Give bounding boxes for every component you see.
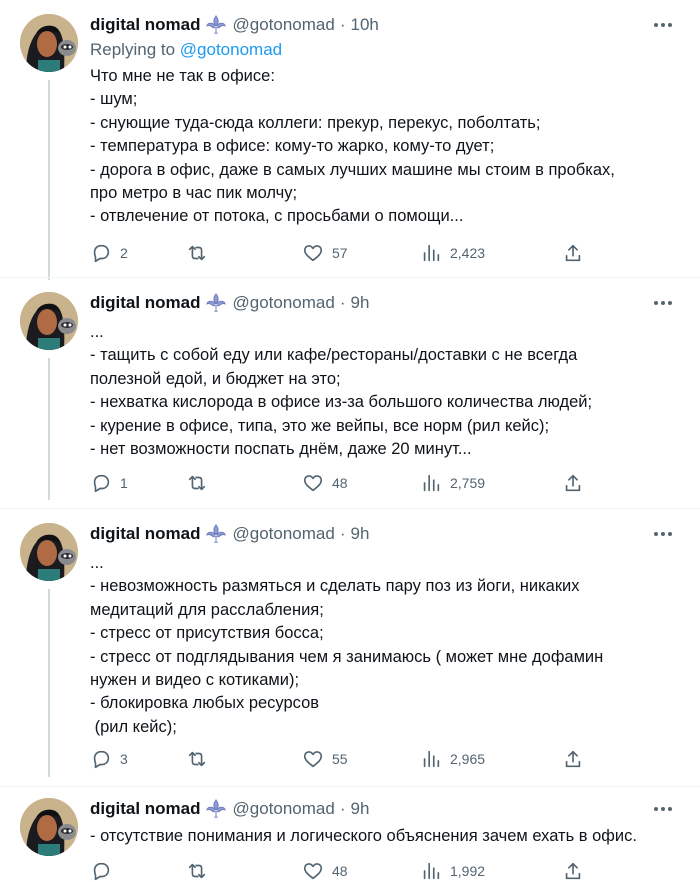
fleur-de-lis-icon	[205, 15, 227, 35]
replying-to-label: Replying to	[90, 40, 176, 59]
avatar[interactable]	[20, 798, 78, 856]
retweet-button[interactable]	[186, 242, 216, 264]
text-line: - дорога в офис, даже в самых лучших машине мы стоим в пробках,	[90, 160, 615, 179]
tweet-header	[90, 14, 379, 36]
reply-button[interactable]	[90, 860, 120, 882]
fleur-de-lis-icon	[205, 799, 227, 819]
text-line: - курение в офисе, типа, это же вейпы, все норм (рил кейс);	[90, 416, 550, 435]
retweet-icon	[186, 242, 208, 264]
views-button[interactable]	[420, 748, 485, 770]
text-line: Что мне не так в офисе:	[90, 67, 275, 85]
dot-separator: ·	[339, 15, 346, 34]
view-count: 2,965	[450, 751, 486, 767]
avatar-image	[20, 292, 78, 350]
divider	[0, 277, 700, 278]
author-name[interactable]: digital nomad	[90, 15, 201, 34]
text-line: ...	[90, 554, 104, 572]
more-icon[interactable]	[648, 292, 678, 314]
thread-connector	[48, 358, 50, 500]
like-count: 55	[332, 751, 348, 767]
replying-to	[90, 39, 282, 61]
retweet-icon	[186, 860, 208, 882]
text-line: (рил кейс);	[90, 717, 177, 736]
tweet-header	[90, 523, 369, 545]
divider	[0, 508, 700, 509]
view-count: 2,759	[450, 475, 486, 491]
retweet-button[interactable]	[186, 860, 216, 882]
text-line: - шум;	[90, 90, 138, 109]
views-button[interactable]	[420, 472, 485, 494]
retweet-button[interactable]	[186, 748, 216, 770]
more-icon[interactable]	[648, 523, 678, 545]
retweet-icon	[186, 472, 208, 494]
like-button[interactable]	[302, 472, 348, 494]
text-line: медитаций для расслабления;	[90, 600, 324, 619]
text-line: - нехватка кислорода в офисе из-за большого количества людей;	[90, 393, 593, 412]
author-handle[interactable]: @gotonomad	[232, 524, 335, 543]
tweet-text	[90, 65, 678, 229]
avatar-image	[20, 14, 78, 72]
divider	[0, 786, 700, 787]
share-icon	[562, 860, 584, 882]
timestamp[interactable]: 9h	[350, 524, 370, 543]
heart-icon	[302, 472, 324, 494]
avatar[interactable]	[20, 14, 78, 72]
text-line: про метро в час пик молчу;	[90, 183, 298, 202]
heart-icon	[302, 860, 324, 882]
share-button[interactable]	[562, 860, 584, 882]
action-bar	[90, 860, 680, 882]
views-icon	[420, 472, 442, 494]
views-icon	[420, 242, 442, 264]
share-button[interactable]	[562, 472, 584, 494]
text-line: - невозможность размяться и сделать пару поз из йоги, никаких	[90, 577, 580, 596]
heart-icon	[302, 242, 324, 264]
avatar[interactable]	[20, 523, 78, 581]
avatar-image	[20, 798, 78, 856]
reply-icon	[90, 748, 112, 770]
fleur-de-lis-icon	[205, 293, 227, 313]
views-icon	[420, 748, 442, 770]
action-bar	[90, 748, 680, 770]
action-bar	[90, 242, 680, 264]
thread-connector	[48, 589, 50, 777]
text-line: полезной едой, и бюджет на это;	[90, 369, 341, 388]
share-button[interactable]	[562, 242, 584, 264]
share-icon	[562, 472, 584, 494]
dot-separator: ·	[339, 293, 346, 312]
text-line: - отсутствие понимания и логического объяснения зачем ехать в офис.	[90, 827, 637, 845]
dot-separator: ·	[339, 524, 346, 543]
view-count: 2,423	[450, 245, 486, 261]
text-line: нужен и видео с котиками);	[90, 670, 300, 689]
thread-connector	[48, 80, 50, 280]
reply-icon	[90, 242, 112, 264]
avatar-image	[20, 523, 78, 581]
share-icon	[562, 748, 584, 770]
heart-icon	[302, 748, 324, 770]
reply-count: 1	[120, 475, 128, 491]
author-name[interactable]: digital nomad	[90, 524, 201, 543]
share-button[interactable]	[562, 748, 584, 770]
tweet-header	[90, 292, 369, 314]
tweet-text	[90, 321, 678, 461]
reply-count: 2	[120, 245, 128, 261]
reply-count: 3	[120, 751, 128, 767]
reply-icon	[90, 860, 112, 882]
text-line: - температура в офисе: кому-то жарко, кому-то дует;	[90, 137, 495, 156]
timestamp[interactable]: 9h	[350, 293, 370, 312]
views-button[interactable]	[420, 242, 485, 264]
reply-icon	[90, 472, 112, 494]
text-line: - стресс от подглядывания чем я занимаюсь ( может мне дофамин	[90, 647, 604, 666]
author-name[interactable]: digital nomad	[90, 799, 201, 818]
like-button[interactable]	[302, 860, 348, 882]
views-icon	[420, 860, 442, 882]
more-icon[interactable]	[648, 798, 678, 820]
action-bar	[90, 472, 680, 494]
retweet-button[interactable]	[186, 472, 216, 494]
avatar[interactable]	[20, 292, 78, 350]
author-handle[interactable]: @gotonomad	[232, 799, 335, 818]
tweet-text	[90, 552, 678, 739]
dot-separator: ·	[339, 799, 346, 818]
like-count: 48	[332, 475, 348, 491]
like-count: 48	[332, 863, 348, 879]
timestamp[interactable]: 10h	[350, 15, 379, 34]
author-handle[interactable]: @gotonomad	[232, 15, 335, 34]
like-count: 57	[332, 245, 348, 261]
text-line: - стресс от присутствия босса;	[90, 624, 324, 643]
mention-link[interactable]: @gotonomad	[179, 40, 283, 59]
tweet-header	[90, 798, 369, 820]
reply-button[interactable]	[90, 748, 128, 770]
text-line: - снующие туда-сюда коллеги: прекур, перекус, поболтать;	[90, 113, 541, 132]
text-line: - нет возможности поспать днём, даже 20 минут...	[90, 439, 472, 458]
text-line: - отвлечение от потока, с просьбами о помощи...	[90, 207, 464, 226]
fleur-de-lis-icon	[205, 524, 227, 544]
author-handle[interactable]: @gotonomad	[232, 293, 335, 312]
like-button[interactable]	[302, 242, 348, 264]
author-name[interactable]: digital nomad	[90, 293, 201, 312]
timestamp[interactable]: 9h	[350, 799, 370, 818]
text-line: ...	[90, 323, 104, 341]
share-icon	[562, 242, 584, 264]
more-icon[interactable]	[648, 14, 678, 36]
retweet-icon	[186, 748, 208, 770]
text-line: - блокировка любых ресурсов	[90, 694, 320, 713]
reply-button[interactable]	[90, 472, 128, 494]
view-count: 1,992	[450, 863, 486, 879]
like-button[interactable]	[302, 748, 348, 770]
reply-button[interactable]	[90, 242, 128, 264]
tweet-text	[90, 825, 678, 848]
text-line: - тащить с собой еду или кафе/рестораны/доставки с не всегда	[90, 346, 578, 365]
views-button[interactable]	[420, 860, 485, 882]
